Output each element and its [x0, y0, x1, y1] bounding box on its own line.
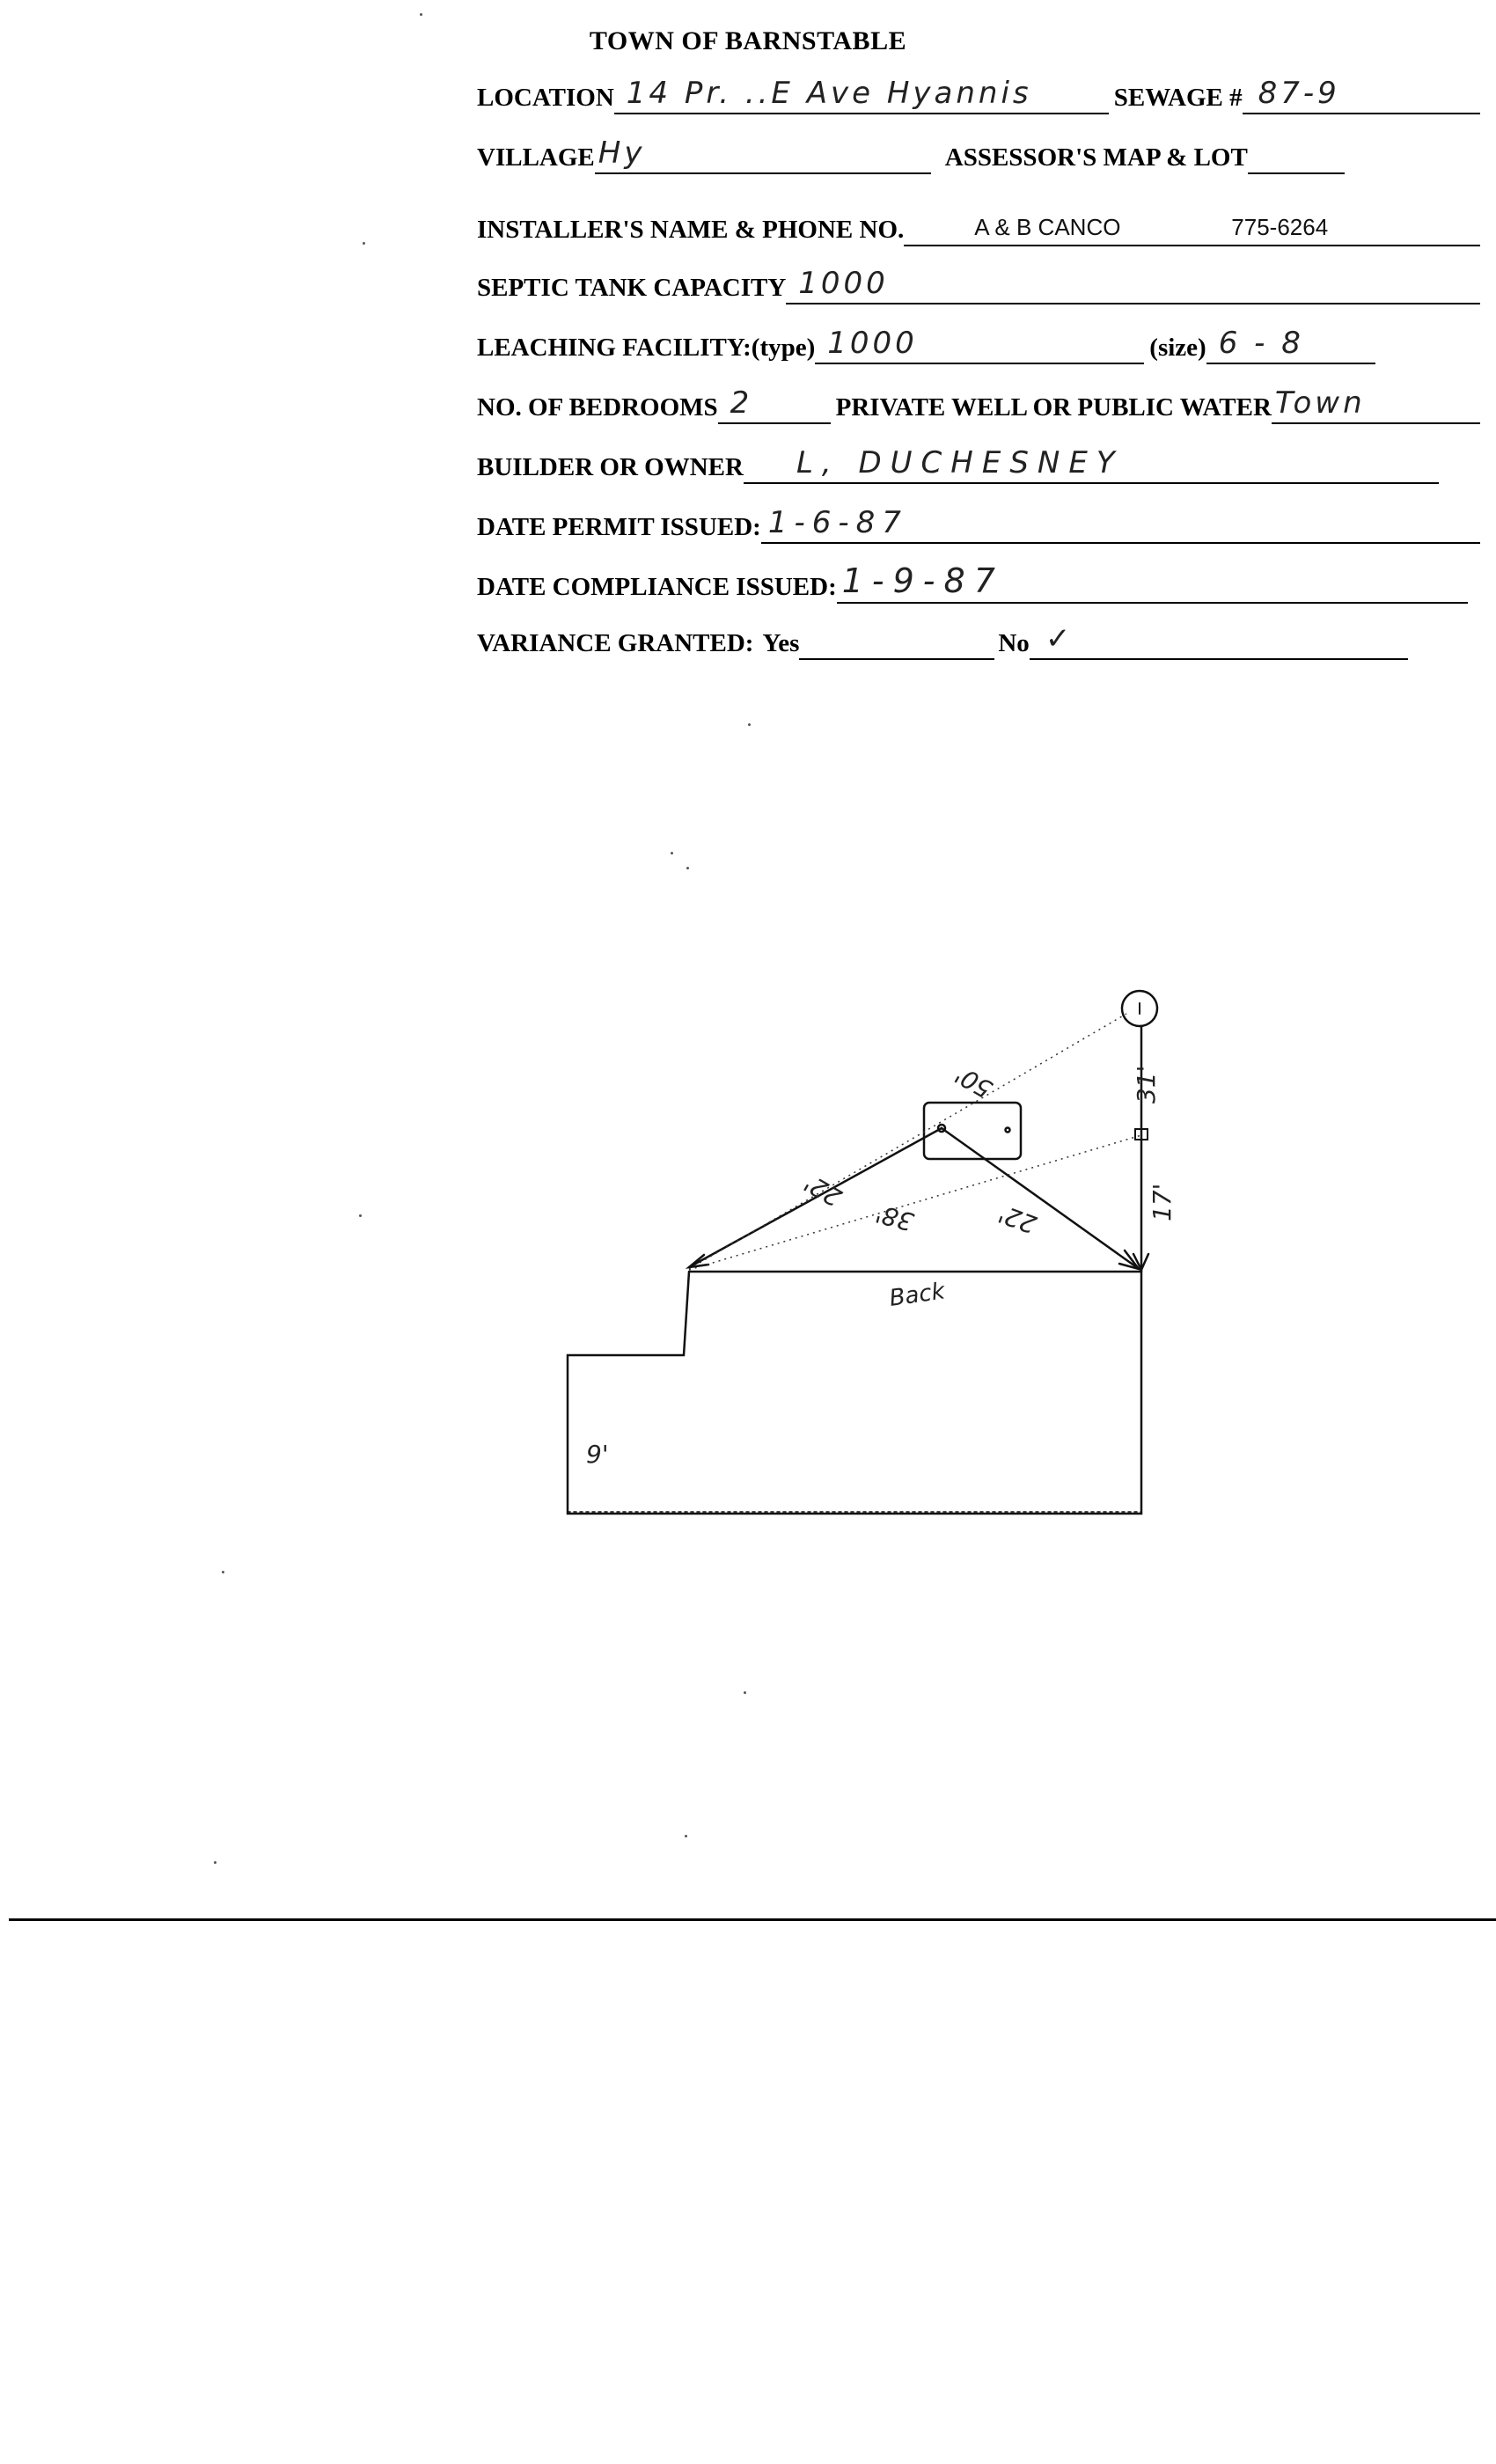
assessor-label: ASSESSOR'S MAP & LOT [944, 143, 1248, 172]
leaching-type-value: 1000 [827, 326, 918, 361]
house-outline [568, 1272, 1141, 1514]
scan-speck [363, 242, 365, 245]
scan-speck [420, 13, 422, 16]
septic-value: 1000 [798, 266, 889, 301]
side-label: 9' [586, 1440, 609, 1469]
dim-left-diag-label: 22' [799, 1168, 847, 1213]
builder-value: L, DUCHESNEY [796, 445, 1124, 480]
variance-label: VARIANCE GRANTED: [477, 629, 754, 657]
scan-speck [222, 1571, 224, 1573]
scan-speck [748, 723, 751, 726]
compliance-date-value: 1-9-87 [841, 561, 1004, 600]
installer-name: A & B CANCO [974, 214, 1121, 240]
water-value: Town [1274, 385, 1366, 421]
permit-date-value: 1-6-87 [767, 505, 908, 540]
septic-label: SEPTIC TANK CAPACITY [477, 274, 787, 302]
dim-right-upper-label: 31' [1132, 1065, 1161, 1104]
variance-yes-label: Yes [762, 629, 800, 657]
permit-date-label: DATE PERMIT ISSUED: [477, 513, 761, 541]
leaching-label: LEACHING FACILITY:(type) [477, 334, 816, 362]
scan-speck [214, 1861, 216, 1864]
scan-speck [685, 1835, 687, 1837]
dim-mid-diag-label: 38' [872, 1199, 917, 1237]
village-label: VILLAGE [477, 143, 595, 172]
mid-dotted-line [689, 1135, 1141, 1270]
installer-label: INSTALLER'S NAME & PHONE NO. [477, 216, 905, 244]
water-label: PRIVATE WELL OR PUBLIC WATER [835, 393, 1272, 422]
scan-speck [671, 852, 673, 854]
builder-label: BUILDER OR OWNER [477, 453, 744, 481]
back-label: Back [887, 1278, 947, 1312]
dim-right-diag-label: 22' [994, 1199, 1041, 1240]
right-diagonal-line [942, 1128, 1138, 1268]
installer-phone: 775-6264 [1231, 214, 1329, 240]
compliance-date-label: DATE COMPLIANCE ISSUED: [477, 573, 837, 601]
dim-top-label: 50' [950, 1060, 998, 1104]
page-bottom-rule [9, 1918, 1496, 1921]
leaching-size-value: 6 - 8 [1218, 326, 1304, 361]
variance-no-value: ✓ [1045, 621, 1074, 656]
location-value: 14 Pr. ..E Ave Hyannis [626, 76, 1032, 111]
scan-speck [359, 1214, 362, 1217]
bedrooms-label: NO. OF BEDROOMS [477, 393, 718, 422]
location-label: LOCATION [477, 84, 614, 112]
dim-right-lower-label: 17' [1148, 1183, 1177, 1221]
form-title: TOWN OF BARNSTABLE [589, 26, 907, 55]
bedrooms-value: 2 [730, 385, 753, 421]
tank-outlet-dot [1006, 1128, 1010, 1133]
leaching-size-label: (size) [1149, 334, 1206, 362]
scan-speck [686, 867, 689, 869]
sewage-value: 87-9 [1258, 76, 1340, 111]
variance-no-label: No [998, 629, 1030, 657]
village-value: Hy [598, 136, 646, 171]
sewage-label: SEWAGE # [1113, 84, 1243, 112]
scan-speck [744, 1691, 746, 1694]
